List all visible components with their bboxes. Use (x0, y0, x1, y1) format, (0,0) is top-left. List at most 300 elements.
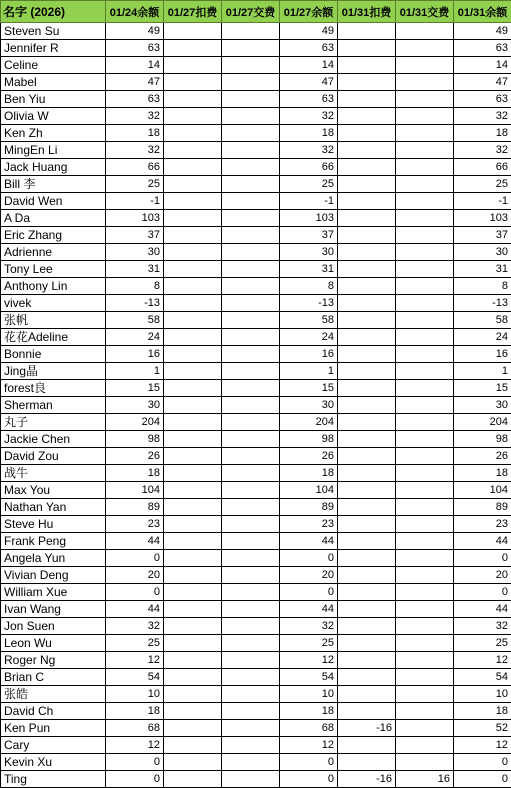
cell-balance-0127[interactable]: 58 (280, 312, 338, 329)
cell-charge-0131[interactable]: -16 (338, 720, 396, 737)
cell-payment-0127[interactable] (222, 23, 280, 40)
cell-payment-0131[interactable] (396, 499, 454, 516)
cell-payment-0127[interactable] (222, 703, 280, 720)
column-header-balance-0131[interactable]: 01/31余额 (454, 1, 511, 23)
cell-payment-0131[interactable] (396, 431, 454, 448)
cell-charge-0131[interactable] (338, 108, 396, 125)
cell-charge-0131[interactable] (338, 431, 396, 448)
cell-balance-0127[interactable]: 32 (280, 142, 338, 159)
cell-payment-0131[interactable] (396, 142, 454, 159)
cell-balance-0127[interactable]: 25 (280, 176, 338, 193)
cell-payment-0131[interactable] (396, 516, 454, 533)
cell-charge-0127[interactable] (164, 363, 222, 380)
cell-charge-0127[interactable] (164, 108, 222, 125)
cell-name[interactable]: Leon Wu (1, 635, 106, 652)
cell-balance-0124[interactable]: 31 (106, 261, 164, 278)
cell-charge-0131[interactable] (338, 193, 396, 210)
cell-balance-0124[interactable]: 16 (106, 346, 164, 363)
cell-payment-0127[interactable] (222, 669, 280, 686)
cell-payment-0127[interactable] (222, 465, 280, 482)
cell-name[interactable]: 张帆 (1, 312, 106, 329)
cell-balance-0131[interactable]: 0 (454, 550, 511, 567)
cell-balance-0124[interactable]: 0 (106, 771, 164, 788)
cell-balance-0127[interactable]: 0 (280, 550, 338, 567)
cell-name[interactable]: Celine (1, 57, 106, 74)
cell-charge-0127[interactable] (164, 720, 222, 737)
cell-name[interactable]: Brian C (1, 669, 106, 686)
cell-balance-0131[interactable]: 30 (454, 244, 511, 261)
cell-balance-0124[interactable]: 44 (106, 533, 164, 550)
cell-payment-0127[interactable] (222, 737, 280, 754)
cell-payment-0127[interactable] (222, 533, 280, 550)
cell-balance-0127[interactable]: 49 (280, 23, 338, 40)
cell-balance-0131[interactable]: 14 (454, 57, 511, 74)
cell-name[interactable]: Steve Hu (1, 516, 106, 533)
cell-payment-0127[interactable] (222, 652, 280, 669)
cell-balance-0131[interactable]: 204 (454, 414, 511, 431)
cell-charge-0131[interactable] (338, 210, 396, 227)
cell-balance-0124[interactable]: 12 (106, 737, 164, 754)
cell-payment-0131[interactable] (396, 244, 454, 261)
cell-charge-0131[interactable] (338, 703, 396, 720)
cell-balance-0124[interactable]: 58 (106, 312, 164, 329)
cell-payment-0131[interactable] (396, 686, 454, 703)
cell-balance-0127[interactable]: 66 (280, 159, 338, 176)
cell-charge-0127[interactable] (164, 601, 222, 618)
cell-balance-0131[interactable]: 15 (454, 380, 511, 397)
cell-name[interactable]: Ting (1, 771, 106, 788)
cell-payment-0131[interactable] (396, 584, 454, 601)
cell-name[interactable]: William Xue (1, 584, 106, 601)
cell-charge-0131[interactable] (338, 414, 396, 431)
cell-charge-0127[interactable] (164, 550, 222, 567)
cell-charge-0127[interactable] (164, 295, 222, 312)
cell-balance-0127[interactable]: -13 (280, 295, 338, 312)
cell-balance-0124[interactable]: 30 (106, 244, 164, 261)
cell-payment-0127[interactable] (222, 499, 280, 516)
cell-balance-0127[interactable]: 98 (280, 431, 338, 448)
cell-balance-0124[interactable]: 8 (106, 278, 164, 295)
cell-balance-0124[interactable]: 1 (106, 363, 164, 380)
cell-balance-0131[interactable]: 18 (454, 703, 511, 720)
cell-charge-0131[interactable] (338, 346, 396, 363)
cell-payment-0131[interactable] (396, 193, 454, 210)
cell-charge-0131[interactable] (338, 465, 396, 482)
cell-charge-0131[interactable] (338, 533, 396, 550)
cell-balance-0124[interactable]: 89 (106, 499, 164, 516)
cell-name[interactable]: Vivian Deng (1, 567, 106, 584)
cell-payment-0131[interactable] (396, 210, 454, 227)
cell-payment-0127[interactable] (222, 159, 280, 176)
cell-payment-0127[interactable] (222, 397, 280, 414)
column-header-balance-0127[interactable]: 01/27余额 (280, 1, 338, 23)
cell-balance-0127[interactable]: 104 (280, 482, 338, 499)
cell-balance-0127[interactable]: 30 (280, 397, 338, 414)
cell-payment-0131[interactable] (396, 312, 454, 329)
cell-balance-0127[interactable]: 32 (280, 618, 338, 635)
cell-name[interactable]: MingEn Li (1, 142, 106, 159)
cell-balance-0131[interactable]: 0 (454, 754, 511, 771)
cell-balance-0131[interactable]: 25 (454, 635, 511, 652)
cell-balance-0131[interactable]: 89 (454, 499, 511, 516)
cell-charge-0127[interactable] (164, 91, 222, 108)
cell-payment-0127[interactable] (222, 176, 280, 193)
cell-payment-0131[interactable] (396, 448, 454, 465)
cell-charge-0131[interactable] (338, 40, 396, 57)
cell-balance-0131[interactable]: 63 (454, 40, 511, 57)
cell-balance-0127[interactable]: 15 (280, 380, 338, 397)
cell-charge-0127[interactable] (164, 74, 222, 91)
cell-balance-0124[interactable]: 32 (106, 142, 164, 159)
cell-name[interactable]: David Zou (1, 448, 106, 465)
cell-balance-0127[interactable]: 37 (280, 227, 338, 244)
cell-balance-0124[interactable]: -13 (106, 295, 164, 312)
cell-payment-0131[interactable] (396, 482, 454, 499)
cell-charge-0127[interactable] (164, 312, 222, 329)
cell-balance-0127[interactable]: 103 (280, 210, 338, 227)
cell-charge-0127[interactable] (164, 142, 222, 159)
cell-name[interactable]: Jack Huang (1, 159, 106, 176)
cell-balance-0124[interactable]: 10 (106, 686, 164, 703)
cell-balance-0131[interactable]: 12 (454, 737, 511, 754)
cell-charge-0127[interactable] (164, 533, 222, 550)
cell-payment-0131[interactable] (396, 295, 454, 312)
cell-balance-0124[interactable]: 63 (106, 40, 164, 57)
cell-payment-0127[interactable] (222, 567, 280, 584)
cell-balance-0124[interactable]: 49 (106, 23, 164, 40)
cell-charge-0131[interactable] (338, 125, 396, 142)
cell-payment-0131[interactable] (396, 363, 454, 380)
cell-payment-0127[interactable] (222, 295, 280, 312)
cell-payment-0131[interactable] (396, 618, 454, 635)
cell-payment-0131[interactable] (396, 703, 454, 720)
cell-balance-0127[interactable]: 32 (280, 108, 338, 125)
cell-payment-0127[interactable] (222, 227, 280, 244)
cell-charge-0127[interactable] (164, 159, 222, 176)
cell-payment-0127[interactable] (222, 57, 280, 74)
cell-name[interactable]: David Ch (1, 703, 106, 720)
cell-name[interactable]: Angela Yun (1, 550, 106, 567)
cell-payment-0127[interactable] (222, 193, 280, 210)
column-header-charge-0131[interactable]: 01/31扣费 (338, 1, 396, 23)
cell-charge-0131[interactable] (338, 159, 396, 176)
cell-charge-0131[interactable] (338, 567, 396, 584)
cell-balance-0127[interactable]: 204 (280, 414, 338, 431)
cell-charge-0131[interactable] (338, 686, 396, 703)
cell-payment-0131[interactable] (396, 329, 454, 346)
cell-charge-0127[interactable] (164, 635, 222, 652)
cell-charge-0131[interactable] (338, 142, 396, 159)
cell-charge-0131[interactable] (338, 618, 396, 635)
cell-balance-0124[interactable]: 68 (106, 720, 164, 737)
cell-charge-0131[interactable] (338, 737, 396, 754)
cell-charge-0127[interactable] (164, 40, 222, 57)
cell-charge-0127[interactable] (164, 278, 222, 295)
cell-balance-0124[interactable]: 20 (106, 567, 164, 584)
cell-balance-0127[interactable]: 0 (280, 771, 338, 788)
cell-balance-0124[interactable]: 26 (106, 448, 164, 465)
cell-charge-0127[interactable] (164, 686, 222, 703)
cell-balance-0131[interactable]: 1 (454, 363, 511, 380)
cell-balance-0127[interactable]: 16 (280, 346, 338, 363)
column-header-payment-0127[interactable]: 01/27交费 (222, 1, 280, 23)
cell-charge-0127[interactable] (164, 125, 222, 142)
cell-payment-0131[interactable] (396, 261, 454, 278)
cell-payment-0127[interactable] (222, 618, 280, 635)
cell-payment-0127[interactable] (222, 346, 280, 363)
cell-balance-0124[interactable]: 0 (106, 754, 164, 771)
cell-balance-0127[interactable]: 20 (280, 567, 338, 584)
cell-name[interactable]: Sherman (1, 397, 106, 414)
cell-charge-0127[interactable] (164, 567, 222, 584)
cell-name[interactable]: Bill 李 (1, 176, 106, 193)
cell-payment-0127[interactable] (222, 584, 280, 601)
cell-balance-0127[interactable]: 18 (280, 465, 338, 482)
cell-balance-0124[interactable]: 37 (106, 227, 164, 244)
cell-balance-0131[interactable]: 47 (454, 74, 511, 91)
cell-payment-0127[interactable] (222, 210, 280, 227)
cell-payment-0127[interactable] (222, 142, 280, 159)
cell-balance-0131[interactable]: 18 (454, 465, 511, 482)
cell-balance-0124[interactable]: -1 (106, 193, 164, 210)
cell-payment-0127[interactable] (222, 448, 280, 465)
cell-charge-0127[interactable] (164, 703, 222, 720)
cell-payment-0131[interactable] (396, 40, 454, 57)
cell-charge-0127[interactable] (164, 618, 222, 635)
cell-balance-0124[interactable]: 104 (106, 482, 164, 499)
cell-payment-0131[interactable] (396, 414, 454, 431)
cell-payment-0131[interactable] (396, 720, 454, 737)
cell-payment-0127[interactable] (222, 74, 280, 91)
cell-charge-0127[interactable] (164, 329, 222, 346)
cell-charge-0131[interactable] (338, 176, 396, 193)
cell-charge-0131[interactable] (338, 312, 396, 329)
cell-balance-0124[interactable]: 24 (106, 329, 164, 346)
cell-balance-0131[interactable]: -13 (454, 295, 511, 312)
cell-payment-0131[interactable] (396, 108, 454, 125)
column-header-charge-0127[interactable]: 01/27扣费 (164, 1, 222, 23)
cell-balance-0127[interactable]: 8 (280, 278, 338, 295)
cell-charge-0127[interactable] (164, 516, 222, 533)
cell-balance-0124[interactable]: 0 (106, 550, 164, 567)
cell-balance-0131[interactable]: 31 (454, 261, 511, 278)
cell-balance-0124[interactable]: 14 (106, 57, 164, 74)
cell-payment-0127[interactable] (222, 125, 280, 142)
cell-balance-0131[interactable]: 25 (454, 176, 511, 193)
cell-name[interactable]: Ivan Wang (1, 601, 106, 618)
cell-balance-0124[interactable]: 23 (106, 516, 164, 533)
cell-charge-0131[interactable] (338, 227, 396, 244)
cell-balance-0131[interactable]: 104 (454, 482, 511, 499)
cell-charge-0131[interactable] (338, 397, 396, 414)
cell-balance-0124[interactable]: 44 (106, 601, 164, 618)
cell-balance-0124[interactable]: 63 (106, 91, 164, 108)
cell-payment-0127[interactable] (222, 754, 280, 771)
cell-balance-0127[interactable]: 1 (280, 363, 338, 380)
cell-charge-0131[interactable] (338, 499, 396, 516)
cell-payment-0127[interactable] (222, 261, 280, 278)
cell-balance-0131[interactable]: 49 (454, 23, 511, 40)
cell-charge-0131[interactable] (338, 363, 396, 380)
cell-charge-0127[interactable] (164, 380, 222, 397)
cell-name[interactable]: Steven Su (1, 23, 106, 40)
cell-balance-0127[interactable]: 0 (280, 584, 338, 601)
cell-balance-0124[interactable]: 18 (106, 703, 164, 720)
cell-balance-0127[interactable]: 63 (280, 40, 338, 57)
cell-balance-0124[interactable]: 103 (106, 210, 164, 227)
cell-payment-0127[interactable] (222, 516, 280, 533)
cell-balance-0131[interactable]: 32 (454, 108, 511, 125)
cell-payment-0131[interactable] (396, 635, 454, 652)
cell-payment-0127[interactable] (222, 244, 280, 261)
cell-name[interactable]: forest良 (1, 380, 106, 397)
cell-payment-0131[interactable] (396, 159, 454, 176)
cell-balance-0124[interactable]: 47 (106, 74, 164, 91)
cell-charge-0131[interactable]: -16 (338, 771, 396, 788)
cell-charge-0131[interactable] (338, 550, 396, 567)
cell-charge-0131[interactable] (338, 295, 396, 312)
cell-payment-0127[interactable] (222, 380, 280, 397)
cell-name[interactable]: Cary (1, 737, 106, 754)
cell-payment-0131[interactable] (396, 737, 454, 754)
cell-balance-0124[interactable]: 66 (106, 159, 164, 176)
cell-balance-0131[interactable]: 24 (454, 329, 511, 346)
cell-balance-0127[interactable]: 54 (280, 669, 338, 686)
cell-payment-0127[interactable] (222, 329, 280, 346)
cell-balance-0131[interactable]: 52 (454, 720, 511, 737)
cell-balance-0124[interactable]: 98 (106, 431, 164, 448)
cell-payment-0131[interactable] (396, 227, 454, 244)
cell-payment-0131[interactable] (396, 533, 454, 550)
cell-charge-0131[interactable] (338, 584, 396, 601)
cell-balance-0127[interactable]: 0 (280, 754, 338, 771)
cell-charge-0127[interactable] (164, 227, 222, 244)
cell-balance-0127[interactable]: 24 (280, 329, 338, 346)
cell-payment-0127[interactable] (222, 278, 280, 295)
cell-balance-0127[interactable]: 10 (280, 686, 338, 703)
cell-payment-0127[interactable] (222, 414, 280, 431)
cell-name[interactable]: Tony Lee (1, 261, 106, 278)
cell-name[interactable]: Max You (1, 482, 106, 499)
cell-balance-0131[interactable]: 54 (454, 669, 511, 686)
cell-payment-0131[interactable] (396, 550, 454, 567)
cell-name[interactable]: Frank Peng (1, 533, 106, 550)
cell-charge-0127[interactable] (164, 499, 222, 516)
cell-payment-0127[interactable] (222, 635, 280, 652)
cell-payment-0127[interactable] (222, 40, 280, 57)
cell-charge-0127[interactable] (164, 397, 222, 414)
cell-name[interactable]: Ben Yiu (1, 91, 106, 108)
cell-name[interactable]: vivek (1, 295, 106, 312)
cell-charge-0131[interactable] (338, 91, 396, 108)
cell-balance-0127[interactable]: 44 (280, 533, 338, 550)
cell-name[interactable]: Ken Zh (1, 125, 106, 142)
cell-balance-0131[interactable]: 98 (454, 431, 511, 448)
cell-name[interactable]: 花花Adeline (1, 329, 106, 346)
column-header-balance-0124[interactable]: 01/24余额 (106, 1, 164, 23)
cell-balance-0124[interactable]: 25 (106, 635, 164, 652)
cell-name[interactable]: Jennifer R (1, 40, 106, 57)
cell-payment-0127[interactable] (222, 363, 280, 380)
cell-charge-0127[interactable] (164, 448, 222, 465)
cell-payment-0131[interactable] (396, 278, 454, 295)
cell-balance-0131[interactable]: 8 (454, 278, 511, 295)
cell-charge-0127[interactable] (164, 244, 222, 261)
cell-balance-0131[interactable]: 26 (454, 448, 511, 465)
cell-charge-0127[interactable] (164, 193, 222, 210)
cell-charge-0131[interactable] (338, 244, 396, 261)
cell-charge-0127[interactable] (164, 584, 222, 601)
cell-payment-0127[interactable] (222, 108, 280, 125)
cell-charge-0127[interactable] (164, 57, 222, 74)
cell-balance-0131[interactable]: 0 (454, 771, 511, 788)
cell-balance-0131[interactable]: 32 (454, 142, 511, 159)
cell-balance-0127[interactable]: 44 (280, 601, 338, 618)
cell-charge-0131[interactable] (338, 74, 396, 91)
cell-charge-0131[interactable] (338, 516, 396, 533)
cell-balance-0127[interactable]: 31 (280, 261, 338, 278)
cell-payment-0127[interactable] (222, 91, 280, 108)
cell-balance-0127[interactable]: 63 (280, 91, 338, 108)
cell-payment-0127[interactable] (222, 482, 280, 499)
cell-balance-0131[interactable]: -1 (454, 193, 511, 210)
cell-charge-0131[interactable] (338, 278, 396, 295)
cell-name[interactable]: Jing晶 (1, 363, 106, 380)
cell-balance-0127[interactable]: 12 (280, 652, 338, 669)
cell-name[interactable]: Adrienne (1, 244, 106, 261)
cell-balance-0127[interactable]: -1 (280, 193, 338, 210)
cell-charge-0131[interactable] (338, 635, 396, 652)
cell-charge-0127[interactable] (164, 431, 222, 448)
cell-balance-0127[interactable]: 23 (280, 516, 338, 533)
cell-charge-0131[interactable] (338, 23, 396, 40)
cell-balance-0124[interactable]: 18 (106, 465, 164, 482)
cell-payment-0127[interactable] (222, 550, 280, 567)
cell-charge-0127[interactable] (164, 23, 222, 40)
cell-balance-0127[interactable]: 18 (280, 703, 338, 720)
cell-payment-0131[interactable] (396, 346, 454, 363)
cell-name[interactable]: 张皓 (1, 686, 106, 703)
cell-name[interactable]: 战牛 (1, 465, 106, 482)
cell-charge-0131[interactable] (338, 601, 396, 618)
cell-name[interactable]: Anthony Lin (1, 278, 106, 295)
cell-payment-0131[interactable] (396, 74, 454, 91)
cell-charge-0127[interactable] (164, 210, 222, 227)
cell-balance-0131[interactable]: 44 (454, 533, 511, 550)
cell-name[interactable]: Kevin Xu (1, 754, 106, 771)
cell-balance-0131[interactable]: 20 (454, 567, 511, 584)
cell-name[interactable]: 丸子 (1, 414, 106, 431)
cell-charge-0131[interactable] (338, 380, 396, 397)
cell-payment-0131[interactable] (396, 652, 454, 669)
cell-balance-0124[interactable]: 32 (106, 108, 164, 125)
cell-balance-0131[interactable]: 0 (454, 584, 511, 601)
cell-balance-0127[interactable]: 89 (280, 499, 338, 516)
cell-balance-0127[interactable]: 26 (280, 448, 338, 465)
cell-payment-0131[interactable] (396, 397, 454, 414)
cell-balance-0124[interactable]: 25 (106, 176, 164, 193)
cell-name[interactable]: Roger Ng (1, 652, 106, 669)
cell-balance-0131[interactable]: 58 (454, 312, 511, 329)
cell-charge-0127[interactable] (164, 754, 222, 771)
cell-balance-0131[interactable]: 66 (454, 159, 511, 176)
cell-balance-0131[interactable]: 63 (454, 91, 511, 108)
cell-payment-0131[interactable] (396, 176, 454, 193)
cell-payment-0131[interactable] (396, 23, 454, 40)
cell-balance-0131[interactable]: 18 (454, 125, 511, 142)
cell-charge-0127[interactable] (164, 176, 222, 193)
cell-payment-0131[interactable] (396, 754, 454, 771)
